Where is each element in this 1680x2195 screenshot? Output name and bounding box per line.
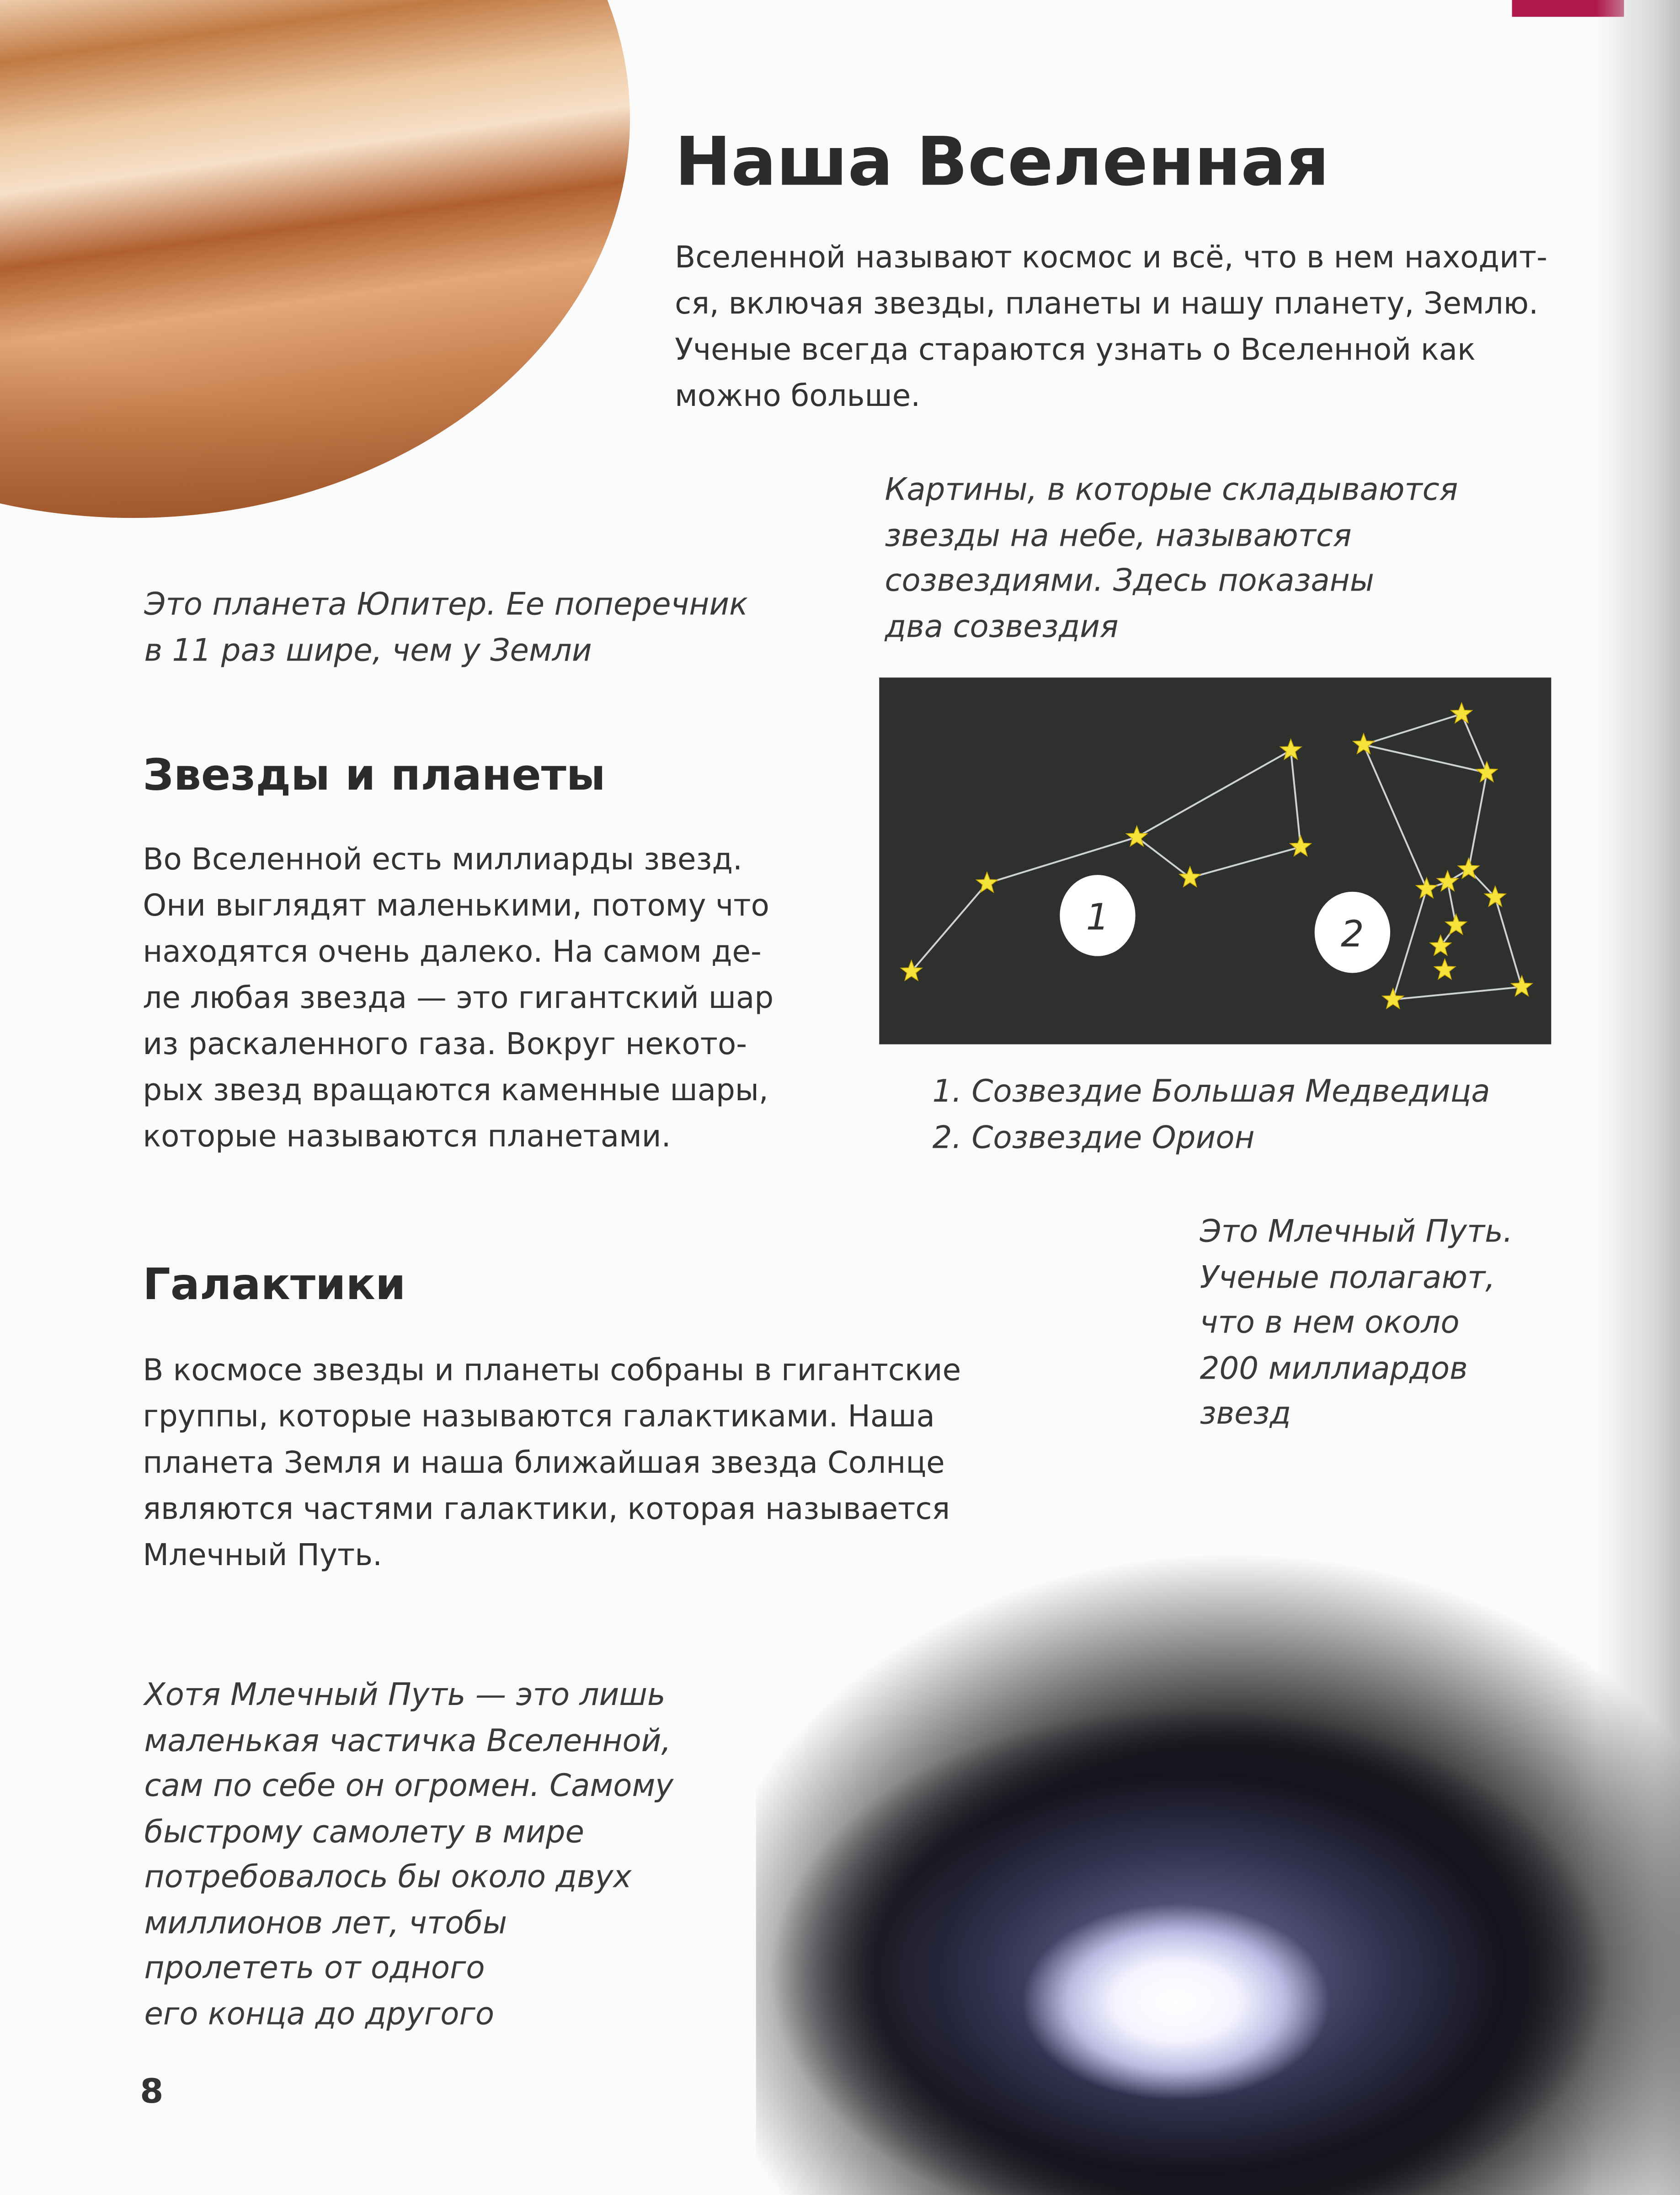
text-line: Ученые всегда стараются узнать о Вселенной как (675, 333, 1476, 368)
milky-way-galaxy-image (756, 1554, 1680, 2195)
text-line: что в нем около (1200, 1306, 1460, 1341)
intro-text (675, 235, 1547, 420)
section-heading-stars: Звезды и планеты (143, 750, 606, 801)
constellation-caption (885, 469, 1458, 651)
text-line: рых звезд вращаются каменные шары, (143, 1073, 768, 1109)
star-icon (1353, 734, 1375, 754)
jupiter-caption (144, 584, 747, 675)
text-line: созвездиями. Здесь показаны (885, 564, 1374, 599)
constellation-line (1137, 837, 1190, 878)
text-line: Вселенной называют космос и всё, что в нем находит- (675, 240, 1547, 276)
text-line: Это Млечный Путь. (1200, 1215, 1513, 1250)
text-line: два созвездия (885, 609, 1119, 645)
text-line: потребовалось бы около двух (144, 1860, 632, 1896)
text-line: звезды на небе, называются (885, 518, 1352, 554)
text-line: которые называются планетами. (143, 1120, 671, 1155)
text-line: ся, включая звезды, планеты и нашу планету, Землю. (675, 287, 1539, 322)
star-icon (1430, 935, 1451, 955)
constellation-legend (933, 1071, 1490, 1162)
text-line: Это планета Юпитер. Ее поперечник (144, 588, 748, 623)
text-line: Картины, в которые складываются (885, 473, 1458, 508)
constellation-line (987, 837, 1137, 883)
constellation-line (1364, 714, 1461, 745)
constellation-line (1291, 751, 1301, 847)
text-line: быстрому самолету в мире (144, 1815, 584, 1850)
text-line: Ученые полагают, (1200, 1260, 1495, 1296)
constellation-line (1364, 745, 1487, 773)
text-line: ле любая звезда — это гигантский шар (143, 981, 774, 1017)
constellation-line (912, 883, 987, 971)
galaxies-text (143, 1348, 961, 1579)
text-line: из раскаленного газа. Вокруг некото- (143, 1027, 747, 1063)
section-heading-galaxies: Галактики (143, 1260, 406, 1311)
text-line: В космосе звезды и планеты собраны в гигантские (143, 1353, 961, 1389)
milky-way-caption (1200, 1211, 1513, 1438)
text-line: 200 миллиардов (1200, 1351, 1468, 1387)
text-line: находятся очень далеко. На самом де- (143, 935, 762, 970)
constellation-line (1190, 847, 1301, 878)
page-number: 8 (140, 2072, 164, 2111)
star-icon (1179, 867, 1201, 887)
star-icon (1476, 762, 1498, 782)
stars-text (143, 837, 773, 1160)
galaxy-caption (144, 1674, 673, 2038)
text-line: можно больше. (675, 379, 921, 415)
constellation-line (1393, 889, 1427, 1000)
text-line: Хотя Млечный Путь — это лишь (144, 1678, 666, 1714)
page-title: Наша Вселенная (675, 123, 1329, 202)
text-line: сам по себе он огромен. Самому (144, 1769, 674, 1805)
text-line: пролететь от одного (144, 1951, 485, 1987)
star-icon (1290, 836, 1312, 856)
star-icon (1511, 976, 1533, 996)
constellation-svg (879, 677, 1551, 1044)
text-line: Млечный Путь. (143, 1538, 383, 1574)
constellation-label-1: 1 (1086, 895, 1109, 938)
text-line: его конца до другого (144, 1997, 495, 2032)
text-line: группы, которые называются галактиками. Наша (143, 1400, 935, 1435)
constellation-label-2: 2 (1341, 912, 1364, 955)
text-line: Во Вселенной есть миллиарды звезд. (143, 842, 742, 878)
text-line: планета Земля и наша ближайшая звезда Солнце (143, 1446, 945, 1481)
star-icon (1434, 959, 1456, 979)
star-icon (1437, 871, 1458, 891)
text-line: являются частями галактики, которая называется (143, 1492, 950, 1528)
constellation-line (1495, 897, 1522, 987)
star-icon (1451, 703, 1472, 723)
legend-item: 1. Созвездие Большая Медведица (932, 1075, 1490, 1110)
text-line: звезд (1200, 1397, 1291, 1432)
star-icon (976, 872, 998, 892)
text-line: маленькая частичка Вселенной, (144, 1724, 671, 1759)
constellation-line (1461, 714, 1487, 773)
star-icon (1458, 858, 1479, 878)
constellation-line (1364, 745, 1427, 889)
text-line: миллионов лет, чтобы (144, 1906, 507, 1941)
constellation-diagram (879, 677, 1551, 1044)
text-line: в 11 раз шире, чем у Земли (144, 633, 592, 669)
legend-item: 2. Созвездие Орион (932, 1120, 1255, 1156)
constellation-line (1469, 773, 1487, 869)
constellation-line (1393, 987, 1522, 1000)
constellation-line (1137, 751, 1291, 837)
jupiter-image (0, 0, 630, 518)
text-line: Они выглядят маленькими, потому что (143, 889, 769, 924)
star-icon (1416, 878, 1437, 898)
star-icon (1445, 914, 1467, 934)
star-icon (1382, 988, 1404, 1008)
